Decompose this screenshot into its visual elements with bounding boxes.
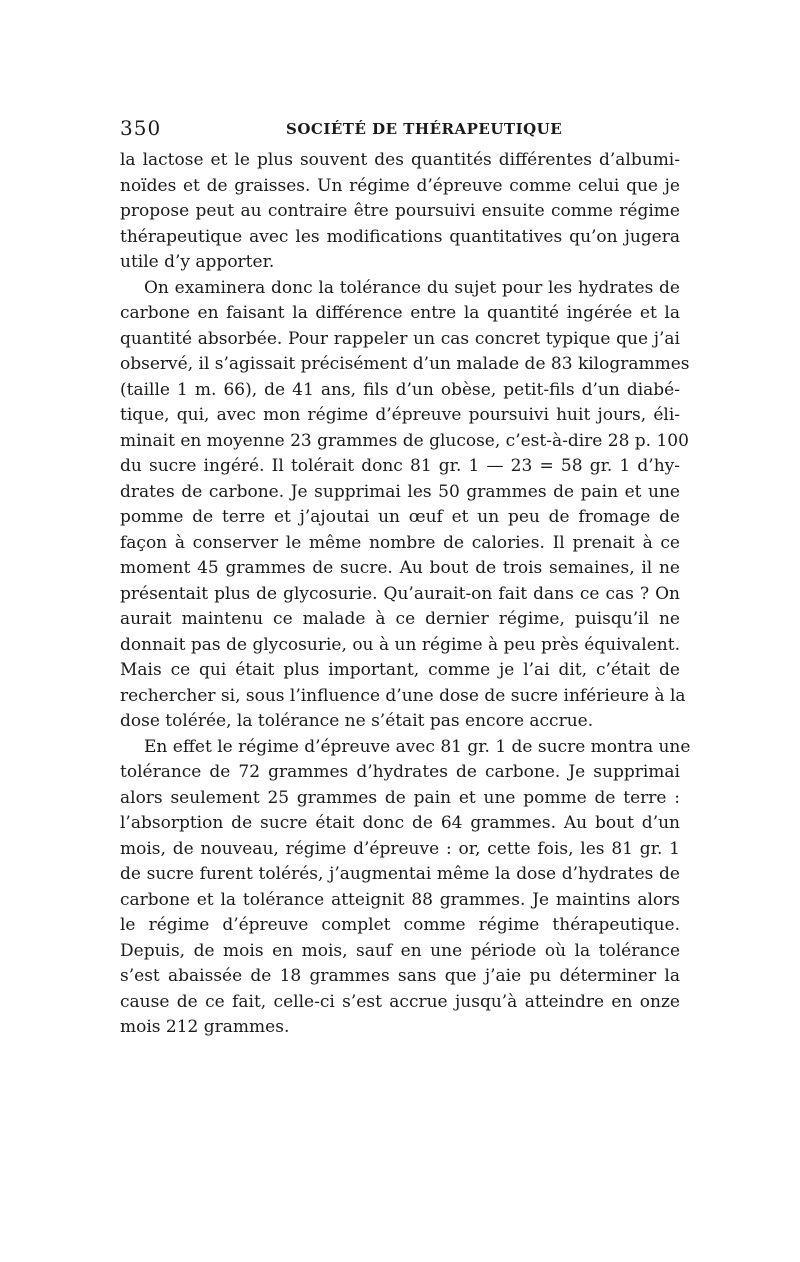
- text-line: de sucre furent tolérés, j’augmentai même la dose d’hydrates de: [120, 864, 680, 884]
- text-line: propose peut au contraire être poursuivi ensuite comme régime: [120, 201, 680, 221]
- text-line: moment 45 grammes de sucre. Au bout de trois semaines, il ne: [120, 558, 680, 578]
- text-line: En effet le régime d’épreuve avec 81 gr. 1 de sucre montra une: [144, 736, 691, 757]
- text-line: du sucre ingéré. Il tolérait donc 81 gr. 1 — 23 = 58 gr. 1 d’hy-: [120, 456, 680, 476]
- text-line: minait en moyenne 23 grammes de glucose, c’est-à-dire 28 p. 100: [120, 430, 689, 451]
- text-line: tique, qui, avec mon régime d’épreuve poursuivi huit jours, éli-: [120, 405, 680, 425]
- paragraph: [120, 735, 691, 1041]
- text-line: drates de carbone. Je supprimai les 50 grammes de pain et une: [120, 481, 680, 502]
- page-number: 350: [120, 116, 162, 140]
- body-text: [120, 148, 691, 1041]
- paragraph: [120, 148, 680, 276]
- running-head: [120, 116, 680, 146]
- text-line: cause de ce fait, celle-ci s’est accrue jusqu’à atteindre en onze: [120, 991, 680, 1012]
- text-line: carbone en faisant la différence entre la quantité ingérée et la: [120, 303, 680, 323]
- paragraph: [120, 276, 690, 735]
- text-line: aurait maintenu ce malade à ce dernier régime, puisqu’il ne: [120, 609, 680, 629]
- text-line: donnait pas de glycosurie, ou à un régime à peu près équivalent.: [120, 634, 680, 655]
- text-line: (taille 1 m. 66), de 41 ans, fils d’un obèse, petit-fils d’un diabé-: [120, 379, 680, 400]
- running-title: SOCIÉTÉ DE THÉRAPEUTIQUE: [286, 120, 563, 138]
- text-line: la lactose et le plus souvent des quantités différentes d’albumi-: [120, 150, 680, 170]
- text-line: présentait plus de glycosurie. Qu’aurait-on fait dans ce cas ? On: [120, 583, 680, 604]
- text-line: s’est abaissée de 18 grammes sans que j’aie pu déterminer la: [120, 966, 680, 986]
- text-line: l’absorption de sucre était donc de 64 grammes. Au bout d’un: [120, 813, 680, 833]
- text-line: alors seulement 25 grammes de pain et une pomme de terre :: [120, 787, 680, 808]
- text-line: thérapeutique avec les modifications quantitatives qu’on jugera: [120, 226, 680, 247]
- text-line: pomme de terre et j’ajoutai un œuf et un peu de fromage de: [120, 507, 680, 527]
- text-line: observé, il s’agissait précisément d’un malade de 83 kilogrammes: [120, 354, 690, 374]
- text-line: noïdes et de graisses. Un régime d’épreuve comme celui que je: [120, 175, 680, 196]
- text-line: Mais ce qui était plus important, comme je l’ai dit, c’était de: [120, 660, 680, 680]
- text-line: quantité absorbée. Pour rappeler un cas concret typique que j’ai: [120, 328, 680, 349]
- text-line: Depuis, de mois en mois, sauf en une période où la tolérance: [120, 940, 680, 961]
- text-line: carbone et la tolérance atteignit 88 grammes. Je maintins alors: [120, 889, 680, 910]
- text-line: mois 212 grammes.: [120, 1017, 290, 1037]
- text-line: mois, de nouveau, régime d’épreuve : or, cette fois, les 81 gr. 1: [120, 838, 680, 859]
- text-line: le régime d’épreuve complet comme régime thérapeutique.: [120, 915, 680, 935]
- text-line: utile d’y apporter.: [120, 252, 275, 272]
- text-line: dose tolérée, la tolérance ne s’était pas encore accrue.: [120, 711, 594, 731]
- text-line: tolérance de 72 grammes d’hydrates de carbone. Je supprimai: [120, 762, 680, 782]
- text-line: façon à conserver le même nombre de calories. Il prenait à ce: [120, 532, 680, 553]
- text-line: On examinera donc la tolérance du sujet pour les hydrates de: [144, 277, 680, 298]
- text-line: rechercher si, sous l’influence d’une dose de sucre inférieure à la: [120, 685, 686, 706]
